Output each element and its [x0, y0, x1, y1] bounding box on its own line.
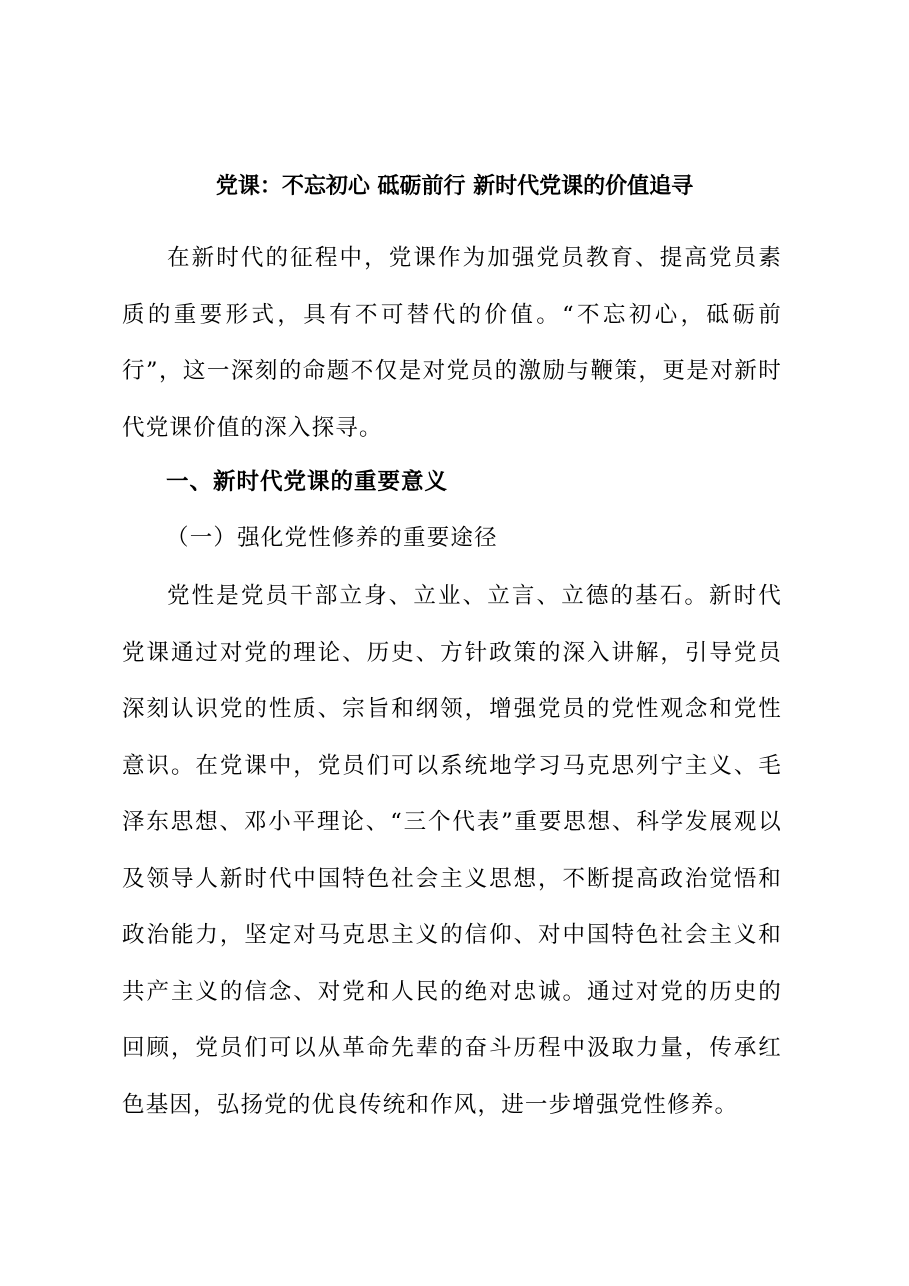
intro-paragraph: 在新时代的征程中，党课作为加强党员教育、提高党员素质的重要形式，具有不可替代的价值。“不忘初心，砥砺前行”，这一深刻的命题不仅是对党员的激励与鞭策，更是对新时代党课价值的深入探寻。	[122, 245, 782, 441]
document-title: 党课：不忘初心 砥砺前行 新时代党课的价值追寻	[215, 173, 694, 199]
body-paragraph: 党性是党员干部立身、立业、立言、立德的基石。新时代党课通过对党的理论、历史、方针政策的深入讲解，引导党员深刻认识党的性质、宗旨和纲领，增强党员的党性观念和党性意识。在党课中，党员们可以系统地学习马克思列宁主义、毛泽东思想、邓小平理论、“三个代表”重要思想、科学发展观以及领导人新时代中国特色社会主义思想，不断提高政治觉悟和政治能力，坚定对马克思主义的信仰、对中国特色社会主义和共产主义的信念、对党和人民的绝对忠诚。通过对党的历史的回顾，党员们可以从革命先辈的奋斗历程中汲取力量，传承红色基因，弘扬党的优良传统和作风，进一步增强党性修养。	[122, 583, 782, 1118]
section-heading: 一、新时代党课的重要意义	[166, 469, 449, 495]
subsection-heading: （一）强化党性修养的重要途径	[166, 525, 498, 551]
